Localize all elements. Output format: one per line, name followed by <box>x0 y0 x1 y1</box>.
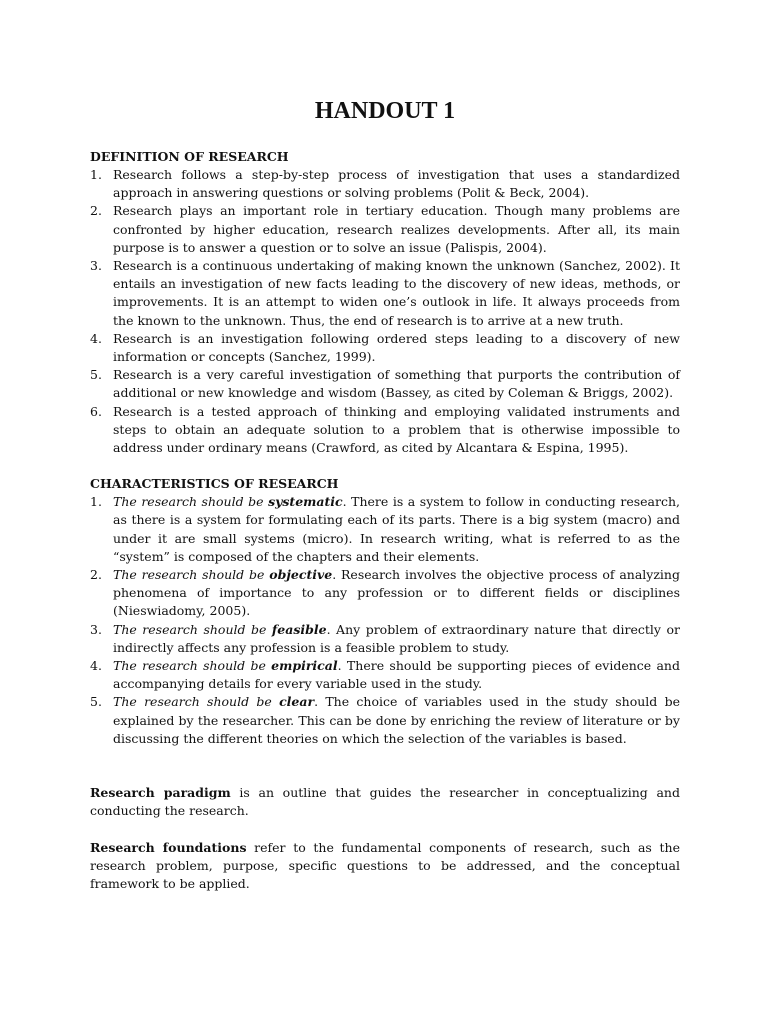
paradigm-text: is an outline that guides the researcher in conceptualizing and conducting the research. <box>90 785 680 819</box>
list-number: 2. <box>90 567 102 583</box>
characteristic-text: . There should be supporting pieces of evidence and accompanying details for every variable used in the study. <box>113 658 680 692</box>
characteristic-item <box>90 566 680 621</box>
list-number: 1. <box>90 167 102 182</box>
characteristic-item <box>90 657 680 693</box>
definition-item <box>90 366 680 402</box>
definition-list <box>90 166 680 457</box>
characteristic-lead: The research should be <box>113 621 272 637</box>
definition-text: Research is an investigation following ordered steps leading to a discovery of new information or concepts (Sanchez, 1999). <box>113 330 680 365</box>
foundations-paragraph <box>90 839 680 894</box>
handout-page <box>90 90 680 893</box>
paradigm-term: Research paradigm <box>90 785 231 801</box>
characteristic-lead: The research should be <box>113 494 269 510</box>
list-number: 5. <box>90 694 102 710</box>
page-title: HANDOUT 1 <box>314 98 456 124</box>
paradigm-paragraph <box>90 784 680 820</box>
characteristic-item <box>90 693 680 748</box>
list-number: 3. <box>90 621 102 637</box>
definition-text: Research is a tested approach of thinking and employing validated instruments and steps to obtain an adequate solution to a problem that is otherwise impossible to address under ordinary means (Crawford, as cited by Alcantara & Espina, 1995). <box>113 403 680 456</box>
list-number: 6. <box>90 403 102 419</box>
characteristics-list <box>90 493 680 748</box>
characteristic-keyword: clear <box>279 694 315 710</box>
list-number: 1. <box>90 494 102 510</box>
section-spacer <box>90 748 680 784</box>
list-number: 4. <box>90 330 102 346</box>
characteristic-keyword: systematic <box>268 494 343 510</box>
foundations-term: Research foundations <box>90 839 247 855</box>
characteristic-lead: The research should be <box>113 694 280 710</box>
section-spacer <box>90 457 680 475</box>
foundations-text: refer to the fundamental components of research, such as the research problem, purpose, specific questions to be addressed, and the conceptual framework to be applied. <box>90 839 680 891</box>
characteristic-item <box>90 493 680 566</box>
definition-item <box>90 330 680 366</box>
list-number: 4. <box>90 658 102 674</box>
definition-text: Research plays an important role in tertiary education. Though many problems are confronted by higher education, research realizes developments. After all, its main purpose is to answer a question or to solve an issue (Palispis, 2004). <box>113 203 680 255</box>
definition-item <box>90 202 680 257</box>
characteristic-text: . Any problem of extraordinary nature that directly or indirectly affects any profession is a feasible problem to study. <box>113 621 680 655</box>
characteristic-text: . There is a system to follow in conducting research, as there is a system for formulating each of its parts. There is a big system (macro) and under it are small systems (micro). In research writing, what is referred to as the “system” is composed of the chapters and their elements. <box>113 494 680 564</box>
definition-item <box>90 403 680 458</box>
list-number: 3. <box>90 258 102 274</box>
definition-item <box>90 166 680 202</box>
list-number: 2. <box>90 203 102 219</box>
definition-text: Research is a continuous undertaking of making known the unknown (Sanchez, 2002). It entails an investigation of new facts leading to the discovery of new ideas, methods, or improvements. It is an attempt to widen one’s outlook in life. It always proceeds from the known to the unknown. Thus, the end of research is to arrive at a new truth. <box>113 258 680 328</box>
list-number: 5. <box>90 367 102 383</box>
characteristics-heading: CHARACTERISTICS OF RESEARCH <box>90 476 339 492</box>
characteristic-keyword: empirical <box>271 658 338 674</box>
characteristic-text: . The choice of variables used in the study should be explained by the researcher. This can be done by enriching the review of literature or by discussing the different theories on which the selection of the variables is based. <box>113 694 680 746</box>
definition-item <box>90 257 680 330</box>
definition-heading: DEFINITION OF RESEARCH <box>90 149 289 164</box>
characteristic-keyword: objective <box>269 567 333 583</box>
characteristic-keyword: feasible <box>271 621 327 637</box>
characteristic-item <box>90 621 680 657</box>
paragraph-spacer <box>90 821 680 839</box>
characteristic-lead: The research should be <box>113 567 270 583</box>
characteristic-lead: The research should be <box>113 658 272 674</box>
characteristic-text: . Research involves the objective process of analyzing phenomena of importance to any profession or to different fields or disciplines (Nieswiadomy, 2005). <box>113 567 680 619</box>
definition-text: Research is a very careful investigation of something that purports the contribution of additional or new knowledge and wisdom (Bassey, as cited by Coleman & Briggs, 2002). <box>113 367 680 401</box>
definition-text: Research follows a step-by-step process of investigation that uses a standardized approach in answering questions or solving problems (Polit & Beck, 2004). <box>113 167 680 201</box>
